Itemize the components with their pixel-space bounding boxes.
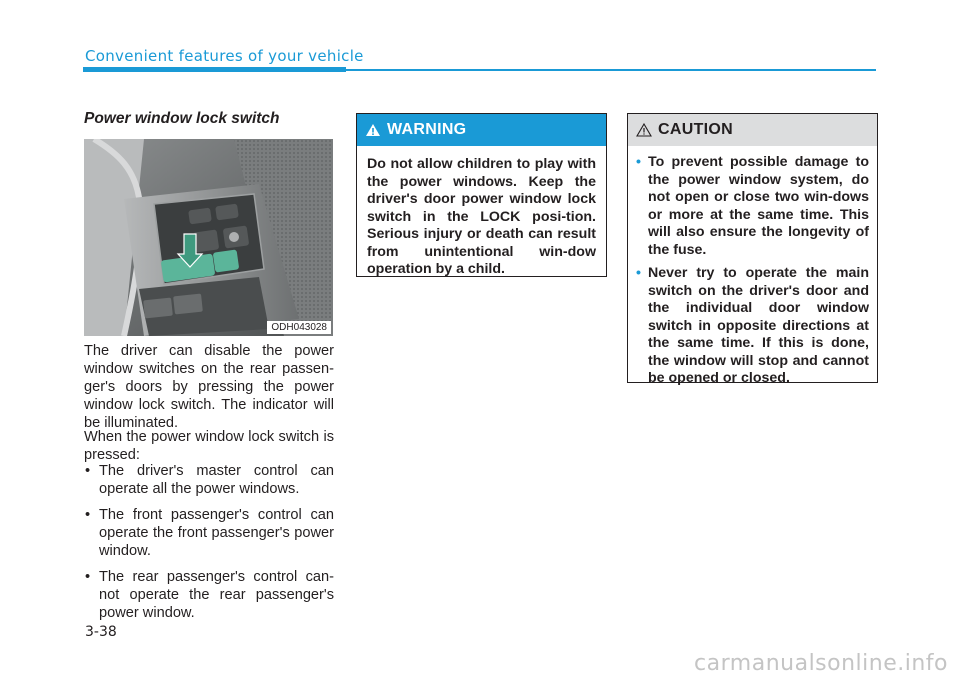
caution-triangle-icon (636, 123, 652, 137)
bullet-list (84, 462, 334, 630)
figure-power-window-switch (84, 139, 333, 336)
body-paragraph-1: The driver can disable the power window switches on the rear passen-ger's doors by pressing the power window lock switch. The indicator will be illuminated. (84, 343, 334, 431)
bullet-icon: • (85, 507, 91, 523)
caution-box (627, 113, 878, 386)
door-switch-illustration (84, 139, 333, 336)
caution-item-text: Never try to operate the main switch on the driver's door and the individual door window switch in opposite directions at the same time. If this is done, the window will stop and cannot be opened or closed. (648, 265, 869, 386)
body-paragraph-2: When the power window lock switch is pressed: (84, 429, 334, 463)
bullet-icon: • (85, 463, 91, 479)
caution-label: CAUTION (658, 121, 733, 138)
list-item (84, 568, 334, 622)
bullet-icon: • (636, 265, 641, 281)
bullet-icon: • (636, 154, 641, 170)
header-rule-thick (83, 67, 346, 72)
caution-list (636, 154, 869, 388)
page-number: 3-38 (85, 624, 117, 640)
list-item (84, 462, 334, 498)
list-item-text: The rear passenger's control can-not operate the rear passenger's power window. (99, 569, 334, 621)
warning-triangle-icon (365, 123, 381, 137)
list-item (636, 265, 869, 388)
warning-box (356, 113, 607, 277)
section-title: Power window lock switch (84, 110, 280, 127)
bullet-icon: • (85, 569, 91, 585)
warning-text: Do not allow children to play with the power windows. Keep the driver's door power window lock switch in the LOCK posi-tion. Serious injury or death can result from unintentional win-dow operation by a child. (367, 156, 596, 277)
list-item-text: The front passenger's control can operate the front passenger's power window. (99, 507, 334, 559)
watermark: carmanualsonline.info (694, 651, 948, 676)
warning-label: WARNING (387, 121, 467, 138)
list-item (84, 506, 334, 560)
list-item (636, 154, 869, 259)
warning-header (357, 114, 606, 146)
list-item-text: The driver's master control can operate all the power windows. (99, 463, 334, 497)
header-title: Convenient features of your vehicle (85, 47, 364, 65)
header-rule-thin (346, 69, 876, 71)
figure-label: ODH043028 (267, 321, 331, 334)
caution-item-text: To prevent possible damage to the power window system, do not open or close two win-dows or more at the same time. This will also ensure the longevity of the fuse. (648, 154, 869, 258)
caution-header (628, 114, 877, 146)
